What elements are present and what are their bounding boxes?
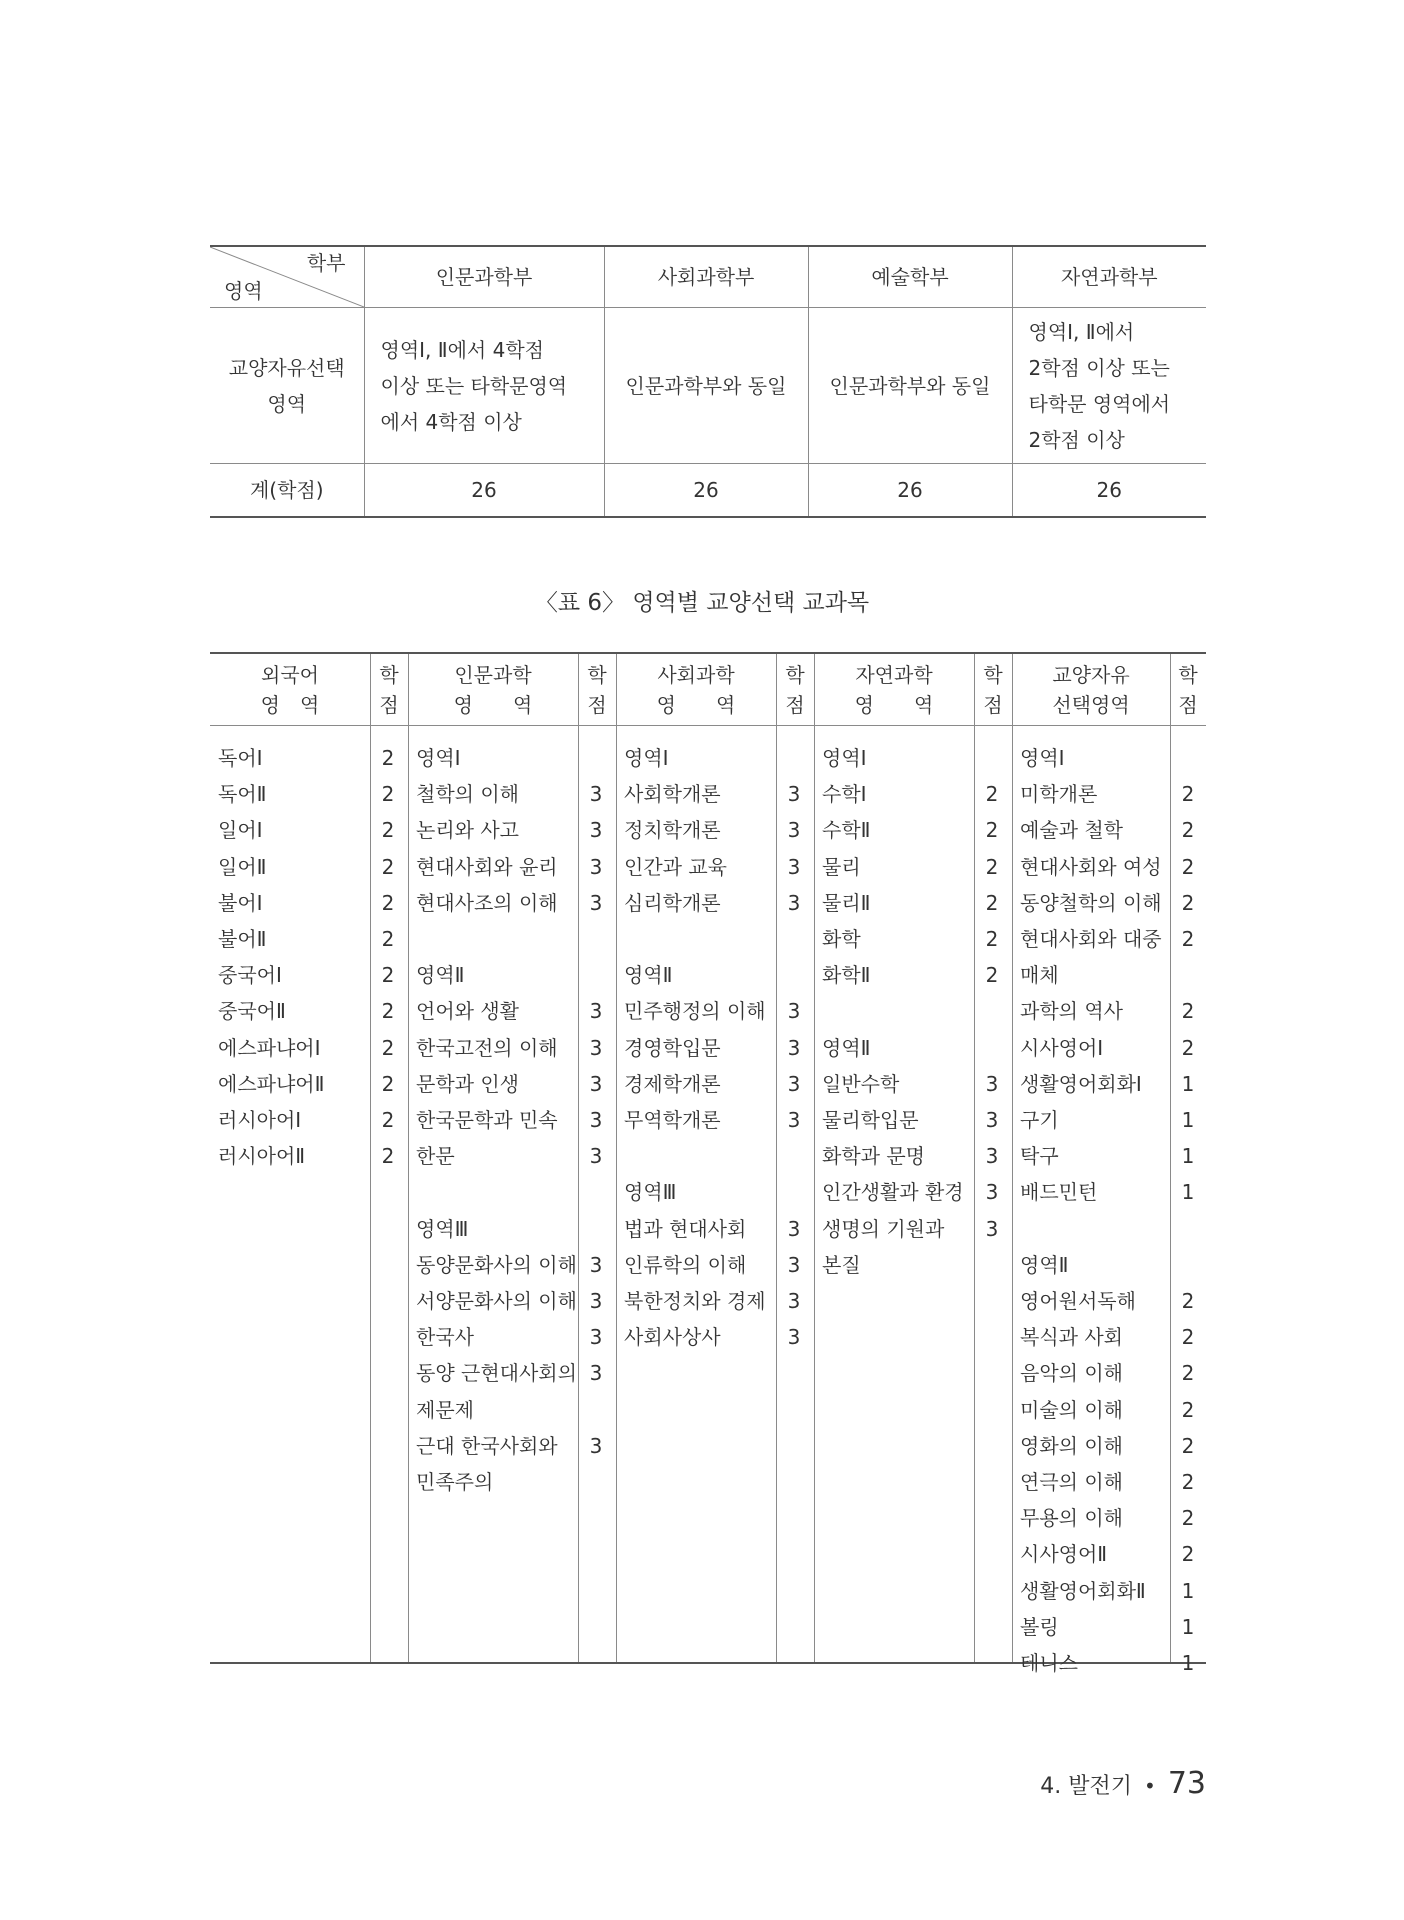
course-name: 시사영어Ⅱ bbox=[1020, 1542, 1108, 1567]
page-footer bbox=[1040, 1766, 1206, 1801]
total-value: 26 bbox=[808, 464, 1012, 518]
course-name: 사회사상사 bbox=[624, 1325, 721, 1350]
course-name: 화학Ⅱ bbox=[822, 963, 871, 988]
course-name: 한국사 bbox=[416, 1325, 474, 1350]
course-name: 수학Ⅱ bbox=[822, 818, 871, 843]
course-name: 인간생활과 환경 bbox=[822, 1180, 964, 1205]
corner-bottom-label: 영역 bbox=[224, 279, 263, 303]
course-name: 중국어Ⅰ bbox=[218, 963, 282, 988]
cell-line: 에서 4학점 이상 bbox=[380, 409, 522, 434]
header-line: 선택영역 bbox=[1052, 693, 1130, 717]
course-credit: 1 bbox=[1181, 1578, 1195, 1603]
course-credit: 2 bbox=[381, 1108, 395, 1132]
credit-header bbox=[370, 654, 408, 726]
course-credit: 2 bbox=[381, 746, 395, 770]
course-name: 심리학개론 bbox=[624, 890, 721, 915]
column-divider bbox=[1012, 654, 1013, 1662]
course-credit: 3 bbox=[787, 1108, 801, 1132]
course-name: 민족주의 bbox=[416, 1470, 494, 1494]
course-name: 동양철학의 이해 bbox=[1020, 890, 1162, 915]
course-name: 영역Ⅰ bbox=[624, 746, 669, 770]
course-name: 정치학개론 bbox=[624, 818, 721, 843]
course-name: 과학의 역사 bbox=[1020, 999, 1123, 1024]
course-name: 동양문화사의 이해 bbox=[416, 1252, 577, 1277]
header-line: 인문과학 bbox=[454, 663, 532, 687]
course-name: 인간과 교육 bbox=[624, 854, 727, 879]
header-line: 자연과학 bbox=[855, 663, 933, 687]
course-credit: 2 bbox=[381, 890, 395, 915]
course-credit: 2 bbox=[1181, 1035, 1195, 1060]
header-line: 사회과학 bbox=[657, 663, 735, 687]
cell-line: 2학점 이상 또는 bbox=[1028, 355, 1170, 380]
course-credit: 3 bbox=[985, 1071, 999, 1096]
table-cell bbox=[1012, 308, 1206, 464]
course-name: 사회학개론 bbox=[624, 782, 721, 807]
header-line: 점 bbox=[785, 693, 805, 717]
course-credit: 3 bbox=[589, 1035, 603, 1060]
course-credit: 1 bbox=[1181, 1651, 1195, 1675]
header-cell: 인문과학부 bbox=[364, 246, 604, 308]
course-credit: 2 bbox=[1181, 1361, 1195, 1386]
row-label bbox=[210, 308, 364, 464]
header-line: 점 bbox=[379, 693, 399, 717]
header-cell: 사회과학부 bbox=[604, 246, 808, 308]
course-name: 동양 근현대사회의 bbox=[416, 1361, 577, 1386]
course-name: 배드민턴 bbox=[1020, 1180, 1098, 1205]
corner-cell bbox=[210, 246, 364, 308]
course-list-table bbox=[210, 652, 1206, 1675]
course-name: 러시아어Ⅱ bbox=[218, 1144, 306, 1169]
course-credit: 3 bbox=[589, 1252, 603, 1277]
header-line: 학 bbox=[983, 663, 1003, 687]
course-credit: 2 bbox=[985, 818, 999, 843]
course-credit: 2 bbox=[1181, 1325, 1195, 1350]
course-name: 현대사회와 윤리 bbox=[416, 854, 558, 879]
course-credit: 3 bbox=[589, 1433, 603, 1458]
page-number: 73 bbox=[1167, 1766, 1206, 1801]
course-name: 북한정치와 경제 bbox=[624, 1289, 766, 1313]
course-name: 현대사조의 이해 bbox=[416, 890, 558, 915]
course-credit: 3 bbox=[787, 1071, 801, 1096]
header-cell: 자연과학부 bbox=[1012, 246, 1206, 308]
course-name: 에스파냐어Ⅰ bbox=[218, 1035, 321, 1060]
course-name: 예술과 철학 bbox=[1020, 818, 1123, 843]
course-name: 한국고전의 이해 bbox=[416, 1035, 558, 1060]
course-name: 연극의 이해 bbox=[1020, 1470, 1123, 1494]
course-name: 서양문화사의 이해 bbox=[416, 1289, 577, 1313]
course-credit: 3 bbox=[589, 1325, 603, 1350]
course-name: 무용의 이해 bbox=[1020, 1506, 1123, 1531]
course-name: 영역Ⅱ bbox=[822, 1035, 871, 1060]
header-line: 영 역 bbox=[656, 693, 736, 717]
course-name: 논리와 사고 bbox=[416, 818, 519, 843]
course-credit: 3 bbox=[589, 1108, 603, 1132]
course-name: 탁구 bbox=[1020, 1144, 1059, 1169]
course-credit: 2 bbox=[381, 818, 395, 843]
course-credit: 2 bbox=[1181, 1542, 1195, 1567]
course-name: 일어Ⅰ bbox=[218, 818, 263, 843]
course-credit: 3 bbox=[589, 890, 603, 915]
course-name: 문학과 인생 bbox=[416, 1071, 519, 1096]
column-header bbox=[408, 654, 578, 726]
course-name: 일반수학 bbox=[822, 1071, 900, 1096]
course-name: 언어와 생활 bbox=[416, 999, 519, 1024]
course-name: 미술의 이해 bbox=[1020, 1397, 1123, 1422]
course-credit: 3 bbox=[589, 818, 603, 843]
credit-header bbox=[1170, 654, 1206, 726]
course-credit: 2 bbox=[1181, 890, 1195, 915]
bullet-separator: • bbox=[1144, 1774, 1156, 1798]
header-line: 학 bbox=[379, 663, 399, 687]
course-credit: 2 bbox=[1181, 818, 1195, 843]
course-name: 근대 한국사회와 bbox=[416, 1433, 558, 1458]
course-name: 영역Ⅰ bbox=[1020, 746, 1065, 770]
course-credit: 2 bbox=[381, 1035, 395, 1060]
course-credit: 2 bbox=[1181, 999, 1195, 1024]
header-line: 영 역 bbox=[260, 693, 320, 717]
course-name: 민주행정의 이해 bbox=[624, 999, 766, 1024]
course-credit: 3 bbox=[787, 1325, 801, 1350]
course-name: 중국어Ⅱ bbox=[218, 999, 286, 1024]
course-name: 경제학개론 bbox=[624, 1071, 721, 1096]
course-credit: 2 bbox=[381, 854, 395, 879]
course-credit: 2 bbox=[985, 854, 999, 879]
course-name: 영화의 이해 bbox=[1020, 1433, 1123, 1458]
course-name: 불어Ⅱ bbox=[218, 927, 267, 951]
table-header-row bbox=[210, 654, 1206, 726]
course-name: 복식과 사회 bbox=[1020, 1325, 1123, 1350]
course-name: 법과 현대사회 bbox=[624, 1216, 747, 1241]
section-title: 4. 발전기 bbox=[1040, 1774, 1133, 1799]
course-credit: 2 bbox=[1181, 1433, 1195, 1458]
curriculum-credit-table bbox=[210, 245, 1206, 518]
header-line: 학 bbox=[587, 663, 607, 687]
course-name: 러시아어Ⅰ bbox=[218, 1108, 302, 1132]
course-credit: 2 bbox=[1181, 1470, 1195, 1494]
course-credit: 3 bbox=[589, 1361, 603, 1386]
cell-line: 타학문 영역에서 bbox=[1028, 391, 1171, 416]
column-divider bbox=[814, 654, 815, 1662]
course-name: 영역Ⅲ bbox=[416, 1216, 469, 1241]
total-value: 26 bbox=[364, 464, 604, 518]
course-credit: 2 bbox=[381, 999, 395, 1024]
course-name: 생활영어회화Ⅱ bbox=[1020, 1578, 1146, 1603]
column-header bbox=[210, 654, 370, 726]
course-name: 화학과 문명 bbox=[822, 1144, 925, 1169]
course-name: 불어Ⅰ bbox=[218, 890, 263, 915]
course-name: 한문 bbox=[416, 1144, 455, 1169]
course-name: 볼링 bbox=[1020, 1614, 1059, 1639]
cell-line: 인문과학부와 동일 bbox=[829, 373, 991, 398]
course-credit: 2 bbox=[381, 1144, 395, 1169]
course-name: 현대사회와 대중 bbox=[1020, 927, 1162, 951]
total-label: 계(학점) bbox=[210, 464, 364, 518]
table-cell bbox=[808, 308, 1012, 464]
header-line: 외국어 bbox=[261, 663, 319, 687]
course-name: 시사영어Ⅰ bbox=[1020, 1035, 1104, 1060]
course-name: 테니스 bbox=[1020, 1651, 1078, 1675]
course-credit: 3 bbox=[787, 818, 801, 843]
credit-header bbox=[974, 654, 1012, 726]
column-divider bbox=[408, 654, 409, 1662]
course-credit: 2 bbox=[985, 890, 999, 915]
course-credit: 1 bbox=[1181, 1071, 1195, 1096]
table-row bbox=[210, 308, 1206, 464]
course-credit: 3 bbox=[787, 782, 801, 807]
course-credit: 3 bbox=[589, 999, 603, 1024]
table-cell bbox=[364, 308, 604, 464]
cell-line: 이상 또는 타학문영역 bbox=[380, 373, 568, 398]
table-caption: 〈표 6〉 영역별 교양선택 교과목 bbox=[534, 590, 870, 616]
course-name: 영역Ⅱ bbox=[1020, 1252, 1069, 1277]
course-credit: 3 bbox=[589, 1144, 603, 1169]
course-name: 수학Ⅰ bbox=[822, 782, 867, 807]
column-header bbox=[1012, 654, 1170, 726]
course-name: 무역학개론 bbox=[624, 1108, 721, 1132]
course-name: 철학의 이해 bbox=[416, 782, 519, 807]
course-name: 구기 bbox=[1020, 1108, 1059, 1132]
course-name: 생활영어회화Ⅰ bbox=[1020, 1071, 1142, 1096]
course-credit: 1 bbox=[1181, 1144, 1195, 1169]
course-name: 영역Ⅰ bbox=[416, 746, 461, 770]
course-credit: 2 bbox=[985, 782, 999, 807]
header-line: 점 bbox=[587, 693, 607, 717]
header-line: 학 bbox=[785, 663, 805, 687]
course-name: 매체 bbox=[1020, 963, 1059, 988]
course-credit: 3 bbox=[985, 1144, 999, 1169]
course-name: 제문제 bbox=[416, 1397, 474, 1422]
header-line: 점 bbox=[983, 693, 1003, 717]
course-credit: 2 bbox=[1181, 854, 1195, 879]
course-name: 영역Ⅱ bbox=[624, 963, 673, 988]
course-name: 현대사회와 여성 bbox=[1020, 854, 1162, 879]
course-credit: 1 bbox=[1181, 1108, 1195, 1132]
course-credit: 3 bbox=[787, 854, 801, 879]
total-row bbox=[210, 464, 1206, 518]
course-name: 물리 bbox=[822, 854, 861, 879]
header-line: 학 bbox=[1178, 663, 1198, 687]
course-credit: 3 bbox=[589, 782, 603, 807]
course-name: 미학개론 bbox=[1020, 782, 1098, 807]
course-name: 본질 bbox=[822, 1252, 861, 1277]
cell-line: 영역Ⅰ, Ⅱ에서 bbox=[1028, 319, 1135, 344]
column-divider bbox=[616, 654, 617, 1662]
course-credit: 3 bbox=[985, 1180, 999, 1205]
course-name: 에스파냐어Ⅱ bbox=[218, 1071, 325, 1096]
course-credit: 3 bbox=[589, 1071, 603, 1096]
course-name: 인류학의 이해 bbox=[624, 1252, 747, 1277]
course-credit: 3 bbox=[985, 1108, 999, 1132]
row-label-line: 영역 bbox=[267, 391, 307, 416]
course-name: 영어원서독해 bbox=[1020, 1289, 1136, 1313]
course-credit: 2 bbox=[1181, 927, 1195, 951]
course-credit: 3 bbox=[589, 854, 603, 879]
course-name: 물리학입문 bbox=[822, 1108, 919, 1132]
course-credit: 1 bbox=[1181, 1614, 1195, 1639]
course-credit: 2 bbox=[381, 1071, 395, 1096]
corner-top-label: 학부 bbox=[306, 251, 346, 275]
course-credit: 2 bbox=[381, 963, 395, 988]
cell-line: 인문과학부와 동일 bbox=[625, 373, 787, 398]
course-name: 음악의 이해 bbox=[1020, 1361, 1123, 1386]
course-credit: 3 bbox=[589, 1289, 603, 1313]
course-credit: 2 bbox=[1181, 1397, 1195, 1422]
course-name: 물리Ⅱ bbox=[822, 890, 871, 915]
column-header bbox=[616, 654, 776, 726]
header-line: 영 역 bbox=[854, 693, 934, 717]
header-cell: 예술학부 bbox=[808, 246, 1012, 308]
header-line: 점 bbox=[1178, 693, 1198, 717]
course-credit: 1 bbox=[1181, 1180, 1195, 1205]
course-credit: 3 bbox=[787, 1035, 801, 1060]
course-name: 생명의 기원과 bbox=[822, 1216, 945, 1241]
table-header-row bbox=[210, 246, 1206, 308]
course-credit: 3 bbox=[787, 1252, 801, 1277]
credit-header bbox=[578, 654, 616, 726]
course-name: 한국문학과 민속 bbox=[416, 1108, 558, 1132]
course-credit: 2 bbox=[381, 927, 395, 951]
course-name: 영역Ⅲ bbox=[624, 1180, 677, 1205]
cell-line: 2학점 이상 bbox=[1028, 427, 1125, 452]
row-label-line: 교양자유선택 bbox=[228, 355, 345, 380]
course-credit: 2 bbox=[1181, 1289, 1195, 1313]
course-credit: 3 bbox=[985, 1216, 999, 1241]
course-credit: 2 bbox=[985, 927, 999, 951]
course-name: 독어Ⅱ bbox=[218, 782, 267, 807]
course-name: 경영학입문 bbox=[624, 1035, 721, 1060]
credit-header bbox=[776, 654, 814, 726]
course-name: 영역Ⅱ bbox=[416, 963, 465, 988]
course-name: 일어Ⅱ bbox=[218, 854, 267, 879]
course-credit: 3 bbox=[787, 890, 801, 915]
header-line: 영 역 bbox=[453, 693, 533, 717]
course-credit: 3 bbox=[787, 1216, 801, 1241]
course-credit: 2 bbox=[1181, 782, 1195, 807]
column-header bbox=[814, 654, 974, 726]
course-credit: 2 bbox=[381, 782, 395, 807]
course-name: 화학 bbox=[822, 927, 861, 951]
total-value: 26 bbox=[604, 464, 808, 518]
cell-line: 영역Ⅰ, Ⅱ에서 4학점 bbox=[380, 337, 544, 362]
course-credit: 3 bbox=[787, 999, 801, 1024]
header-line: 교양자유 bbox=[1052, 663, 1130, 687]
course-credit: 2 bbox=[985, 963, 999, 988]
total-value: 26 bbox=[1012, 464, 1206, 518]
table-cell bbox=[604, 308, 808, 464]
course-credit: 2 bbox=[1181, 1506, 1195, 1531]
course-credit: 3 bbox=[787, 1289, 801, 1313]
course-name: 영역Ⅰ bbox=[822, 746, 867, 770]
course-name: 독어Ⅰ bbox=[218, 746, 263, 770]
